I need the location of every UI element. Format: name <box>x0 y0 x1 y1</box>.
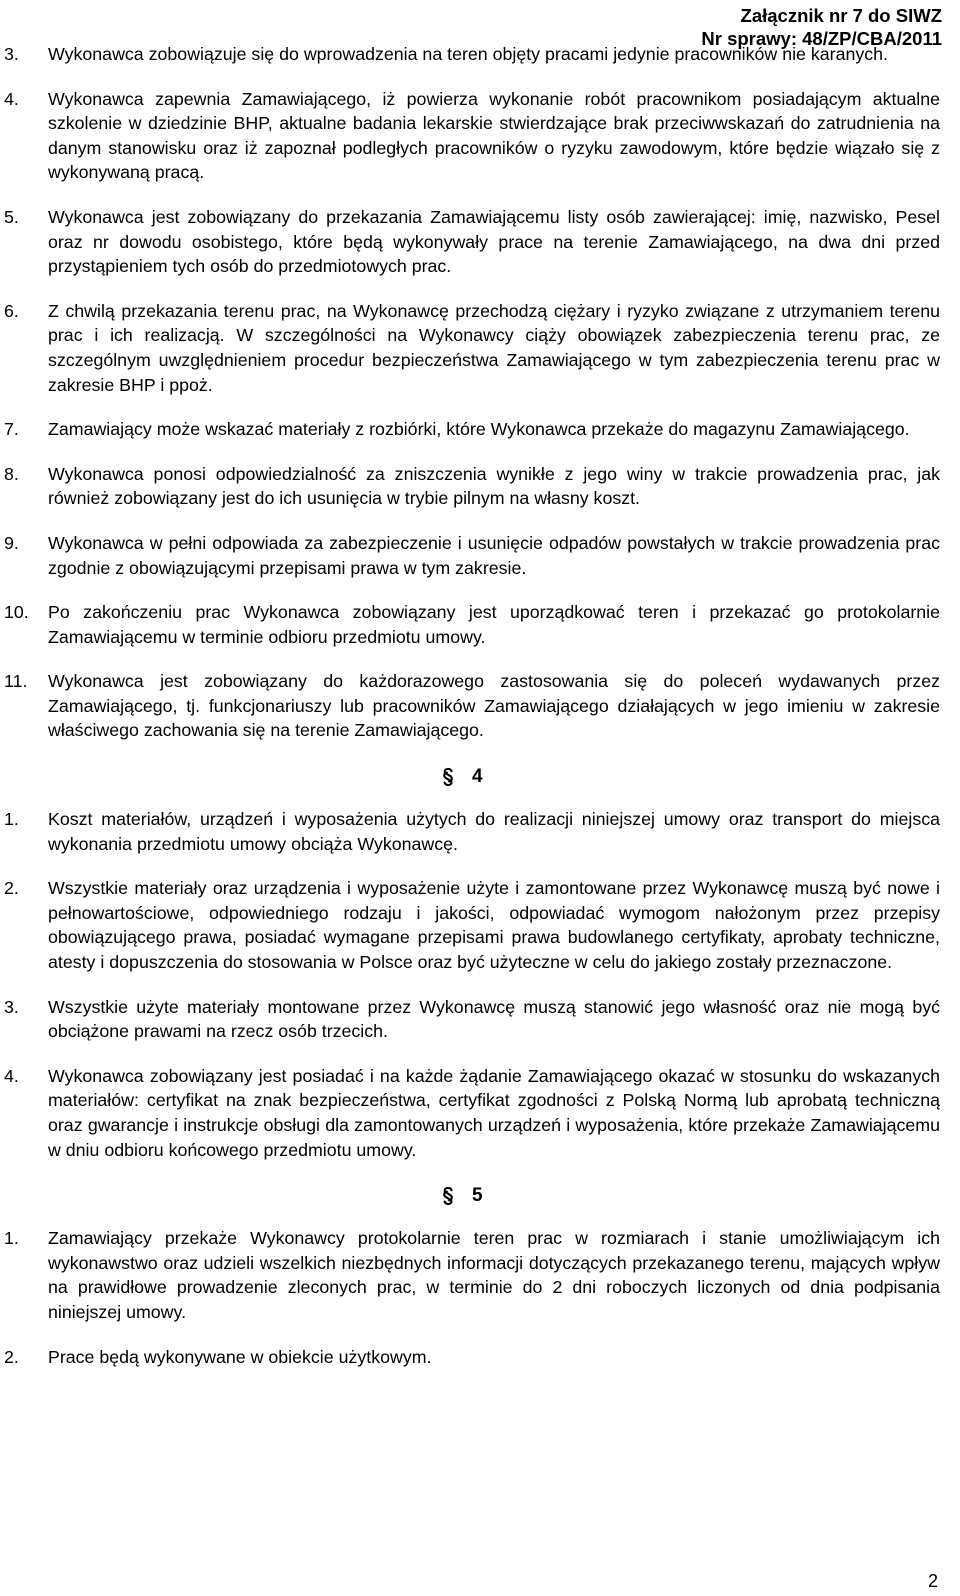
list-item <box>0 87 960 185</box>
item-text: Koszt materiałów, urządzeń i wyposażenia użytych do realizacji niniejszej umowy oraz transport do miejsca wykonania przedmiotu umowy obciąża Wykonawcę. <box>48 809 940 854</box>
list-item <box>0 807 960 856</box>
document-body <box>0 42 960 1369</box>
item-number: 4. <box>4 88 19 109</box>
list-item <box>0 462 960 511</box>
section-heading-4 <box>0 765 960 793</box>
item-number: 2. <box>4 1346 19 1367</box>
item-number: 1. <box>4 809 19 830</box>
list-item <box>0 876 960 974</box>
section-sign-icon <box>440 768 456 786</box>
item-text: Wykonawca ponosi odpowiedzialność za zniszczenia wynikłe z jego winy w trakcie prowadzenia prac, jak również zobowiązany jest do ich usunięcia w trybie pilnym na własny koszt. <box>48 463 940 509</box>
item-text: Wykonawca w pełni odpowiada za zabezpieczenie i usunięcie odpadów powstałych w trakcie prowadzenia prac zgodnie z obowiązującymi przepisami prawa w tym zakresie. <box>48 532 940 578</box>
list-item <box>0 205 960 279</box>
header-attachment-label: Załącznik nr 7 do SIWZ <box>740 5 942 26</box>
item-text: Zamawiający przekaże Wykonawcy protokolarnie teren prac w rozmiarach i stanie umożliwiającym ich wykonawstwo oraz udzieli wszelkich niezbędnych informacji dotyczących przekazanego terenu, mających wpływ na prawidłowe prowadzenie zleconych prac, w terminie do 2 dni roboczych liczonych od dnia podpisania niniejszej umowy. <box>48 1228 940 1322</box>
list-item <box>0 417 960 442</box>
item-number: 1. <box>4 1228 19 1249</box>
item-number: 8. <box>4 463 19 484</box>
item-number: 6. <box>4 300 19 321</box>
item-text: Wykonawca jest zobowiązany do przekazania Zamawiającemu listy osób zawierającej: imię, nazwisko, Pesel oraz nr dowodu osobistego, które będą wykonywały prace na terenie Zamawiającego, na dwa dni przed przystąpieniem tych osób do przedmiotowych prac. <box>48 206 940 277</box>
item-text: Prace będą wykonywane w obiekcie użytkowym. <box>48 1346 432 1367</box>
list-item <box>0 1064 960 1162</box>
item-text: Wszystkie materiały oraz urządzenia i wyposażenie użyte i zamontowane przez Wykonawcę muszą być nowe i pełnowartościowe, odpowiedniego rodzaju i jakości, odpowiadać wymogom nałożonym przez przepisy obowiązującego prawa, posiadać wymagane przepisami prawa budowlanego certyfikaty, aprobaty techniczne, atesty i dopuszczenia do stosowania w Polsce oraz być użyteczne w celu do jakiego zostały przeznaczone. <box>48 878 940 973</box>
item-text: Po zakończeniu prac Wykonawca zobowiązany jest uporządkować teren i przekazać go protokolarnie Zamawiającemu w terminie odbioru przedmiotu umowy. <box>48 602 940 647</box>
item-number: 3. <box>4 996 19 1017</box>
item-number: 5. <box>4 206 19 227</box>
header-case-number: Nr sprawy: 48/ZP/CBA/2011 <box>701 28 942 49</box>
section-sign-icon <box>440 1187 456 1205</box>
item-text: Wykonawca zobowiązany jest posiadać i na każde żądanie Zamawiającego okazać w stosunku do wskazanych materiałów: certyfikat na znak bezpieczeństwa, certyfikat zgodności z Polską Normą lub aprobatą techniczną oraz gwarancje i instrukcje obsługi dla zamontowanych urządzeń i wyposażenia, które przekaże Zamawiającemu w dniu odbioru końcowego przedmiotu umowy. <box>48 1065 940 1160</box>
list-item <box>0 42 960 67</box>
list-item <box>0 1345 960 1370</box>
item-number: 2. <box>4 878 19 899</box>
list-item <box>0 669 960 743</box>
item-number: 10. <box>4 602 29 623</box>
section-number: 5 <box>472 1185 483 1207</box>
item-text: Wykonawca zobowiązuje się do wprowadzenia na teren objęty pracami jedynie pracowników nie karanych. <box>48 44 888 64</box>
item-number: 11. <box>4 671 28 692</box>
section-number: 4 <box>472 766 483 788</box>
list-item <box>0 531 960 580</box>
item-number: 7. <box>4 419 19 440</box>
item-text: Z chwilą przekazania terenu prac, na Wykonawcę przechodzą ciężary i ryzyko związane z utrzymaniem terenu prac i ich realizacją. W szczególności na Wykonawcy ciąży obowiązek zabezpieczenia terenu prac, ze szczególnym uwzględnieniem procedur bezpieczeństwa Zamawiającego w tym zabezpieczenia terenu prac w zakresie BHP i ppoż. <box>48 300 940 395</box>
list-item <box>0 1226 960 1324</box>
item-number: 9. <box>4 532 19 553</box>
item-text: Wykonawca zapewnia Zamawiającego, iż powierza wykonanie robót pracownikom posiadającym aktualne szkolenie w dziedzinie BHP, aktualne badania lekarskie stwierdzające brak przeciwwskazań do zatrudnienia na danym stanowisku oraz iż zapoznał podległych pracowników o ryzyku zawodowym, które będzie wiązało się z wykonywaną pracą. <box>48 88 940 183</box>
item-text: Wykonawca jest zobowiązany do każdorazowego zastosowania się do poleceń wydawanych przez Zamawiającego, tj. funkcjonariuszy lub pracowników Zamawiającego działających w jego imieniu w zakresie właściwego zachowania się na terenie Zamawiającego. <box>48 671 940 741</box>
item-number: 3. <box>4 44 19 64</box>
item-text: Zamawiający może wskazać materiały z rozbiórki, które Wykonawca przekaże do magazynu Zamawiającego. <box>48 419 910 440</box>
list-item <box>0 600 960 649</box>
item-text: Wszystkie użyte materiały montowane przez Wykonawcę muszą stanowić jego własność oraz nie mogą być obciążone prawami na rzecz osób trzecich. <box>48 996 940 1042</box>
section-heading-5 <box>0 1184 960 1212</box>
list-item <box>0 995 960 1044</box>
page-number: 2 <box>927 1571 938 1591</box>
item-number: 4. <box>4 1065 19 1086</box>
list-item <box>0 299 960 397</box>
